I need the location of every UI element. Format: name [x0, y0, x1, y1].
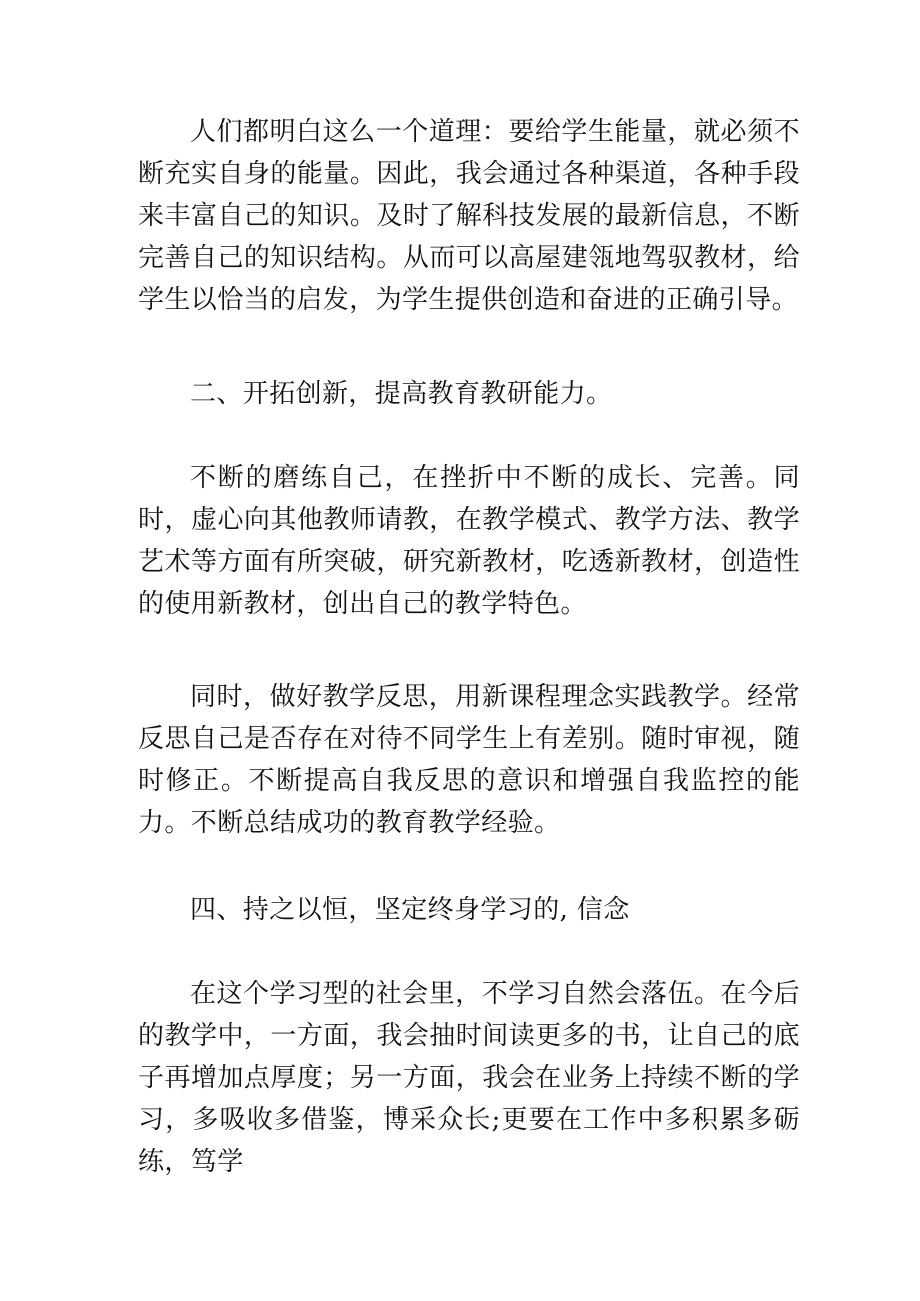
paragraph-self-improvement: 人们都明白这么一个道理：要给学生能量，就必须不断充实自身的能量。因此，我会通过各种渠道，各种手段来丰富自己的知识。及时了解科技发展的最新信息，不断完善自己的知识结构。从而可以高屋建瓴地驾驭教材，给学生以恰当的启发，为学生提供创造和奋进的正确引导。	[138, 117, 800, 315]
section-heading-innovation: 二、开拓创新，提高教育教研能力。	[190, 379, 613, 409]
paragraph-learning-society: 在这个学习型的社会里，不学习自然会落伍。在今后的教学中，一方面，我会抽时间读更多的书，让自己的底子再增加点厚度；另一方面，我会在业务上持续不断的学习，多吸收多借鉴，博采众长;更要在工作中多积累多砺练，笃学	[138, 979, 800, 1177]
paragraph-practice: 不断的磨练自己，在挫折中不断的成长、完善。同时，虚心向其他教师请教，在教学模式、教学方法、教学艺术等方面有所突破，研究新教材，吃透新教材，创造性的使用新教材，创出自己的教学特色。	[138, 463, 800, 619]
paragraph-reflection: 同时，做好教学反思，用新课程理念实践教学。经常反思自己是否存在对待不同学生上有差别。随时审视，随时修正。不断提高自我反思的意识和增强自我监控的能力。不断总结成功的教育教学经验。	[138, 682, 800, 838]
section-heading-lifelong-learning: 四、持之以恒，坚定终身学习的, 信念	[190, 895, 630, 925]
